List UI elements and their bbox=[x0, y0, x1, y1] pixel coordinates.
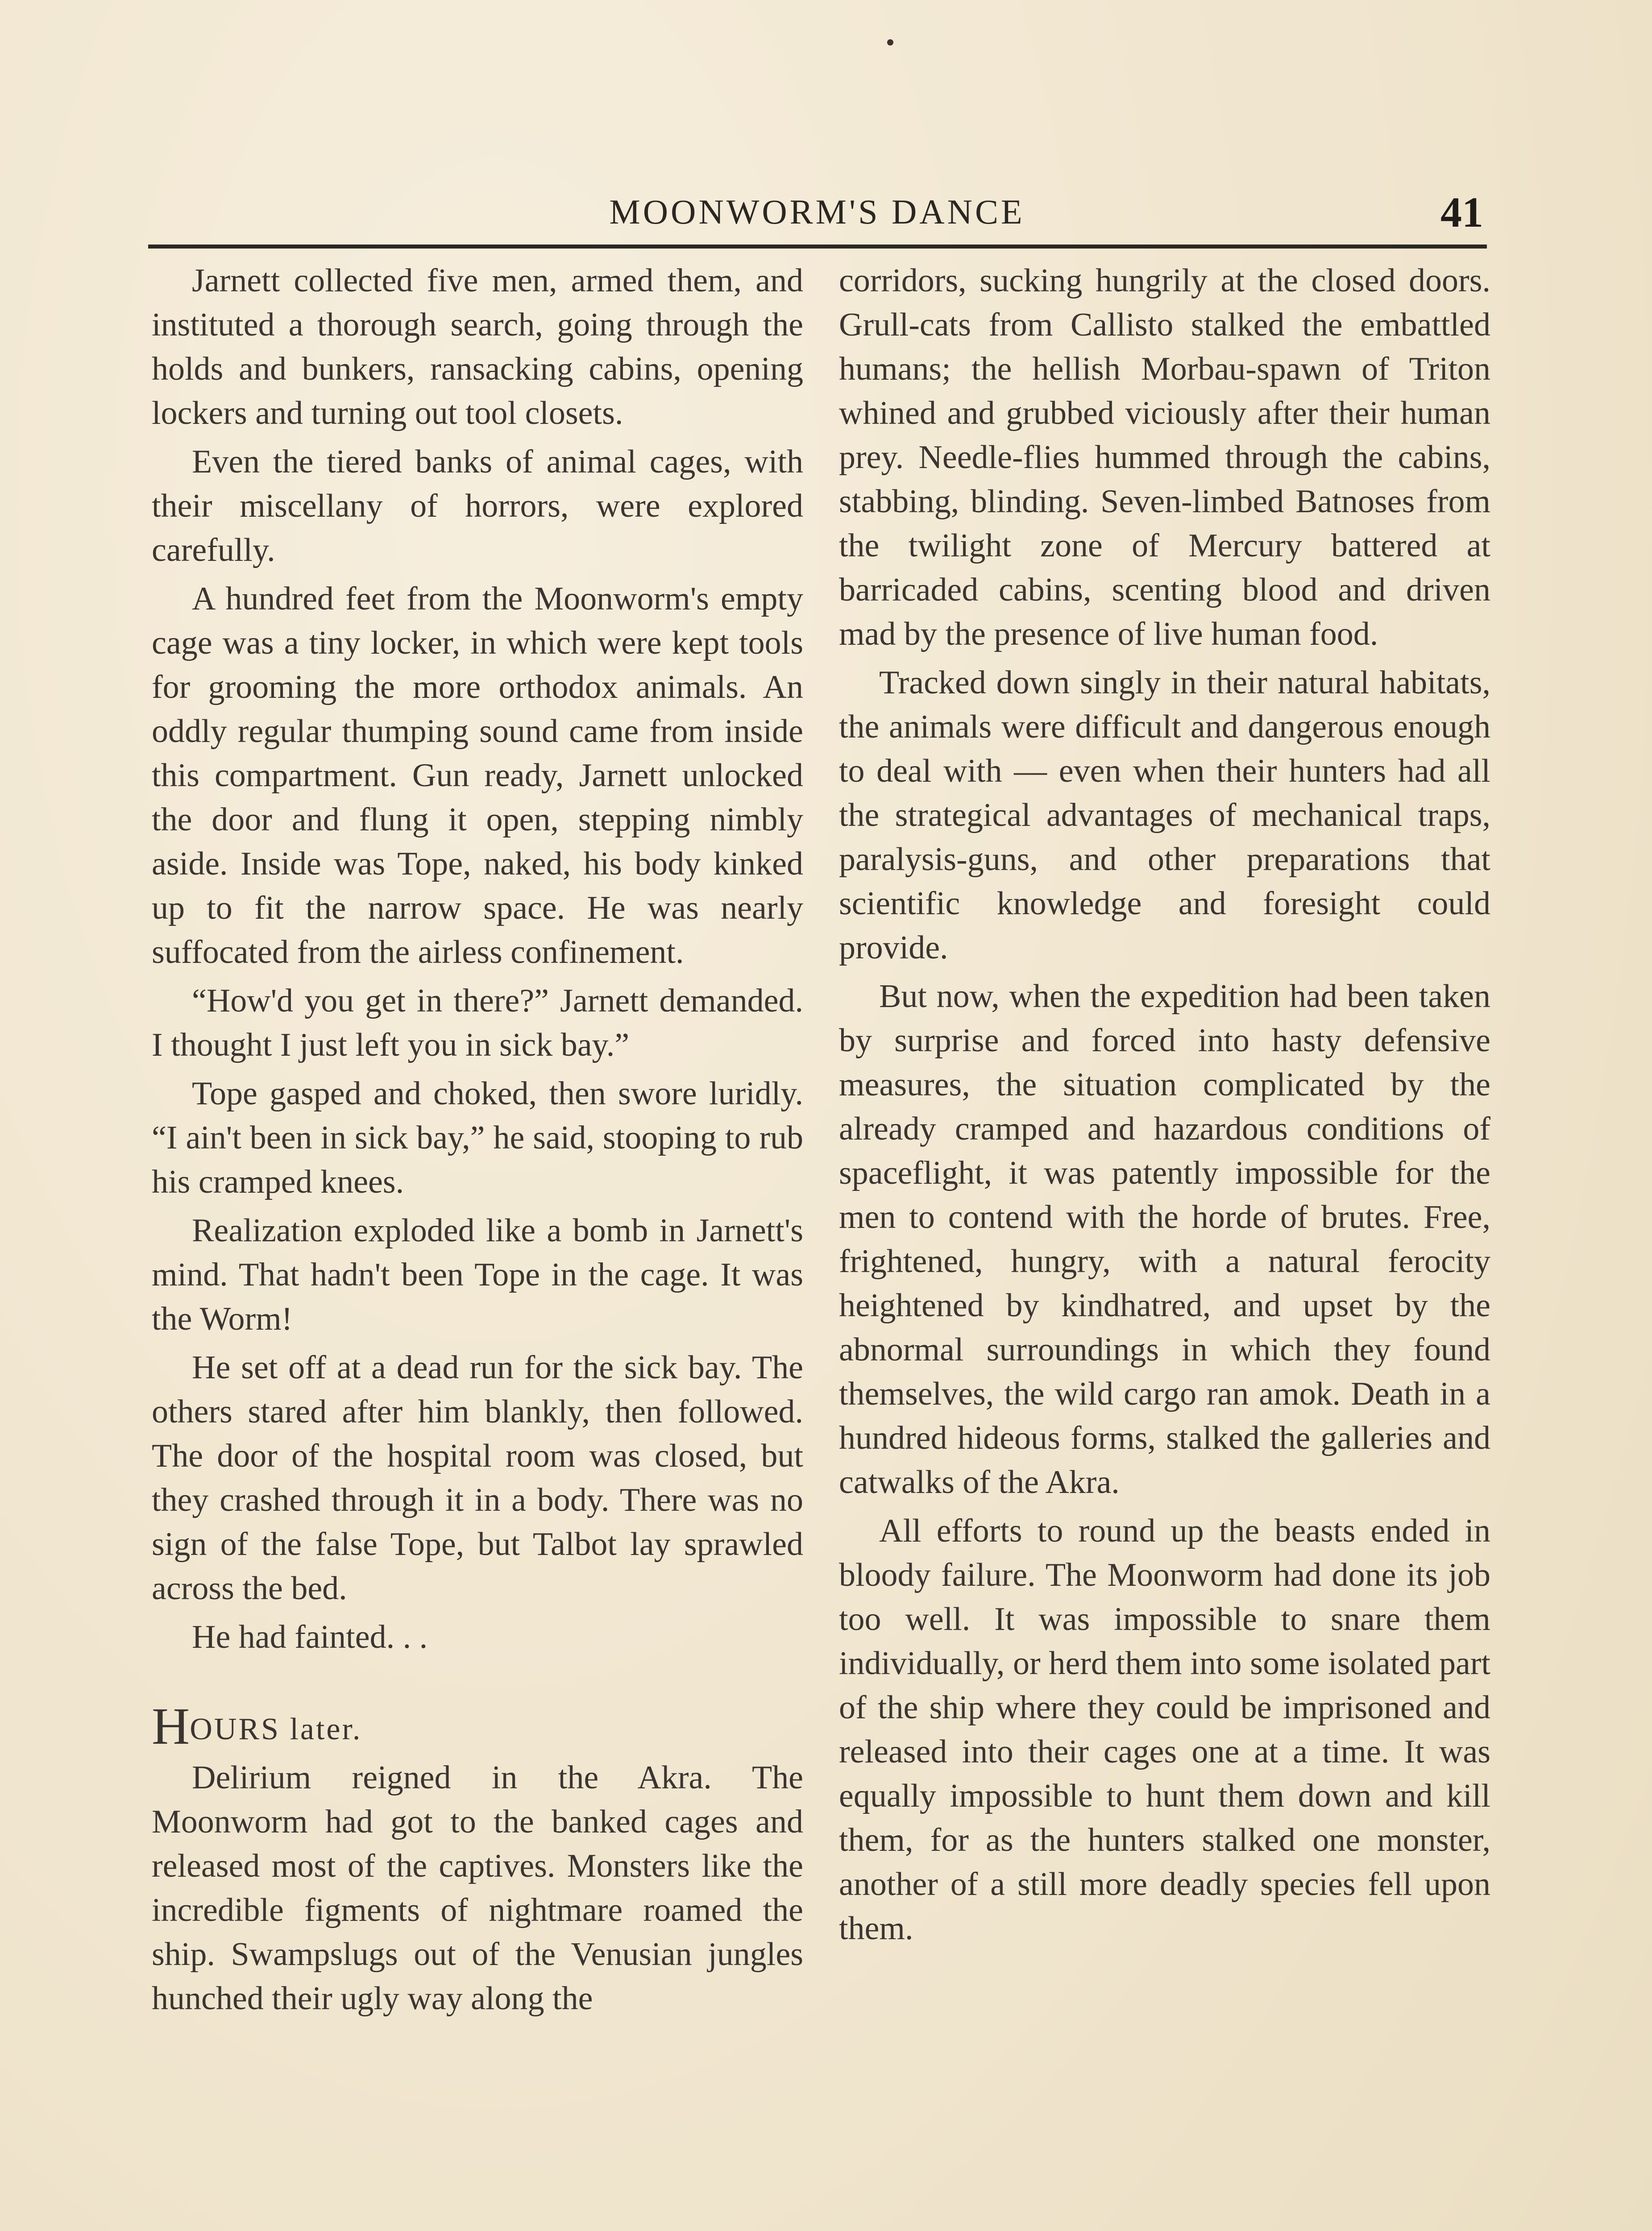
paragraph: Delirium reigned in the Akra. The Moonworm had got to the banked cages and released most of the captives. Monsters like the incredible figments of nightmare roamed the ship. Swampslugs out of the Venusian jungles hunched their ugly way along the bbox=[152, 1759, 803, 2017]
drop-initial: H bbox=[152, 1697, 190, 1755]
section-break bbox=[152, 1664, 803, 1706]
paragraph: All efforts to round up the beasts ended in bloody failure. The Moonworm had done its job too well. It was impossible to snare them individually, or herd them into some isolated part of the ship where they could be imprisoned and released into their cages one at a time. It was equally impossible to hunt them down and kill them, for as the hunters stalked one monster, another of a still more deadly species fell upon them. bbox=[839, 1513, 1490, 1947]
left-column bbox=[152, 259, 803, 2025]
paragraph: Tracked down singly in their natural habitats, the animals were difficult and dangerous enough to deal with — even when their hunters had all the strategical advantages of mechanical traps, paralysis-guns, and other preparations that scientific knowledge and foresight could provide. bbox=[839, 664, 1490, 966]
paragraph: Tope gasped and choked, then swore luridly. “I ain't been in sick bay,” he said, stooping to rub his cramped knees. bbox=[152, 1075, 803, 1200]
paragraph: Realization exploded like a bomb in Jarnett's mind. That hadn't been Tope in the cage. It was the Worm! bbox=[152, 1212, 803, 1337]
page-number: 41 bbox=[1440, 188, 1483, 236]
paragraph: Even the tiered banks of animal cages, with their miscellany of horrors, were explored carefully. bbox=[152, 444, 803, 568]
page-header bbox=[148, 187, 1486, 245]
right-column bbox=[839, 259, 1490, 1955]
ink-speck bbox=[887, 39, 893, 46]
running-head: MOONWORM'S DANCE bbox=[609, 192, 1025, 231]
paragraph: He had fainted. . . bbox=[192, 1619, 428, 1655]
section-opener-text: OURS later. bbox=[190, 1712, 362, 1746]
paragraph: But now, when the expedition had been taken by surprise and forced into hasty defensive measures, the situation complicated by the already cramped and hazardous conditions of spaceflight, it was patently impossible for the men to contend with the horde of brutes. Free, frightened, hungry, with a natural ferocity heightened by kindhatred, and upset by the abnormal surroundings in which they found themselves, the wild cargo ran amok. Death in a hundred hideous forms, stalked the galleries and catwalks of the Akra. bbox=[839, 978, 1490, 1501]
paragraph: corridors, sucking hungrily at the closed doors. Grull-cats from Callisto stalked the embattled humans; the hellish Morbau-spawn of Triton whined and grubbed viciously after their human prey. Needle-flies hummed through the cabins, stabbing, blinding. Seven-limbed Batnoses from the twilight zone of Mercury battered at barricaded cabins, scenting blood and driven mad by the presence of live human food. bbox=[839, 262, 1490, 652]
section-opener bbox=[152, 1697, 803, 1755]
paragraph: Jarnett collected five men, armed them, and instituted a thorough search, going through the holds and bunkers, ransacking cabins, opening lockers and turning out tool closets. bbox=[152, 262, 803, 431]
paragraph: “How'd you get in there?” Jarnett demanded. I thought I just left you in sick bay.” bbox=[152, 983, 803, 1063]
paragraph: He set off at a dead run for the sick bay. The others stared after him blankly, then followed. The door of the hospital room was closed, but they crashed through it in a body. There was no sign of the false Tope, but Talbot lay sprawled across the bed. bbox=[152, 1349, 803, 1607]
paragraph: A hundred feet from the Moonworm's empty cage was a tiny locker, in which were kept tools for grooming the more orthodox animals. An oddly regular thumping sound came from inside this compartment. Gun ready, Jarnett unlocked the door and flung it open, stepping nimbly aside. Inside was Tope, naked, his body kinked up to fit the narrow space. He was nearly suffocated from the airless confinement. bbox=[152, 581, 803, 970]
header-rule bbox=[148, 245, 1487, 249]
